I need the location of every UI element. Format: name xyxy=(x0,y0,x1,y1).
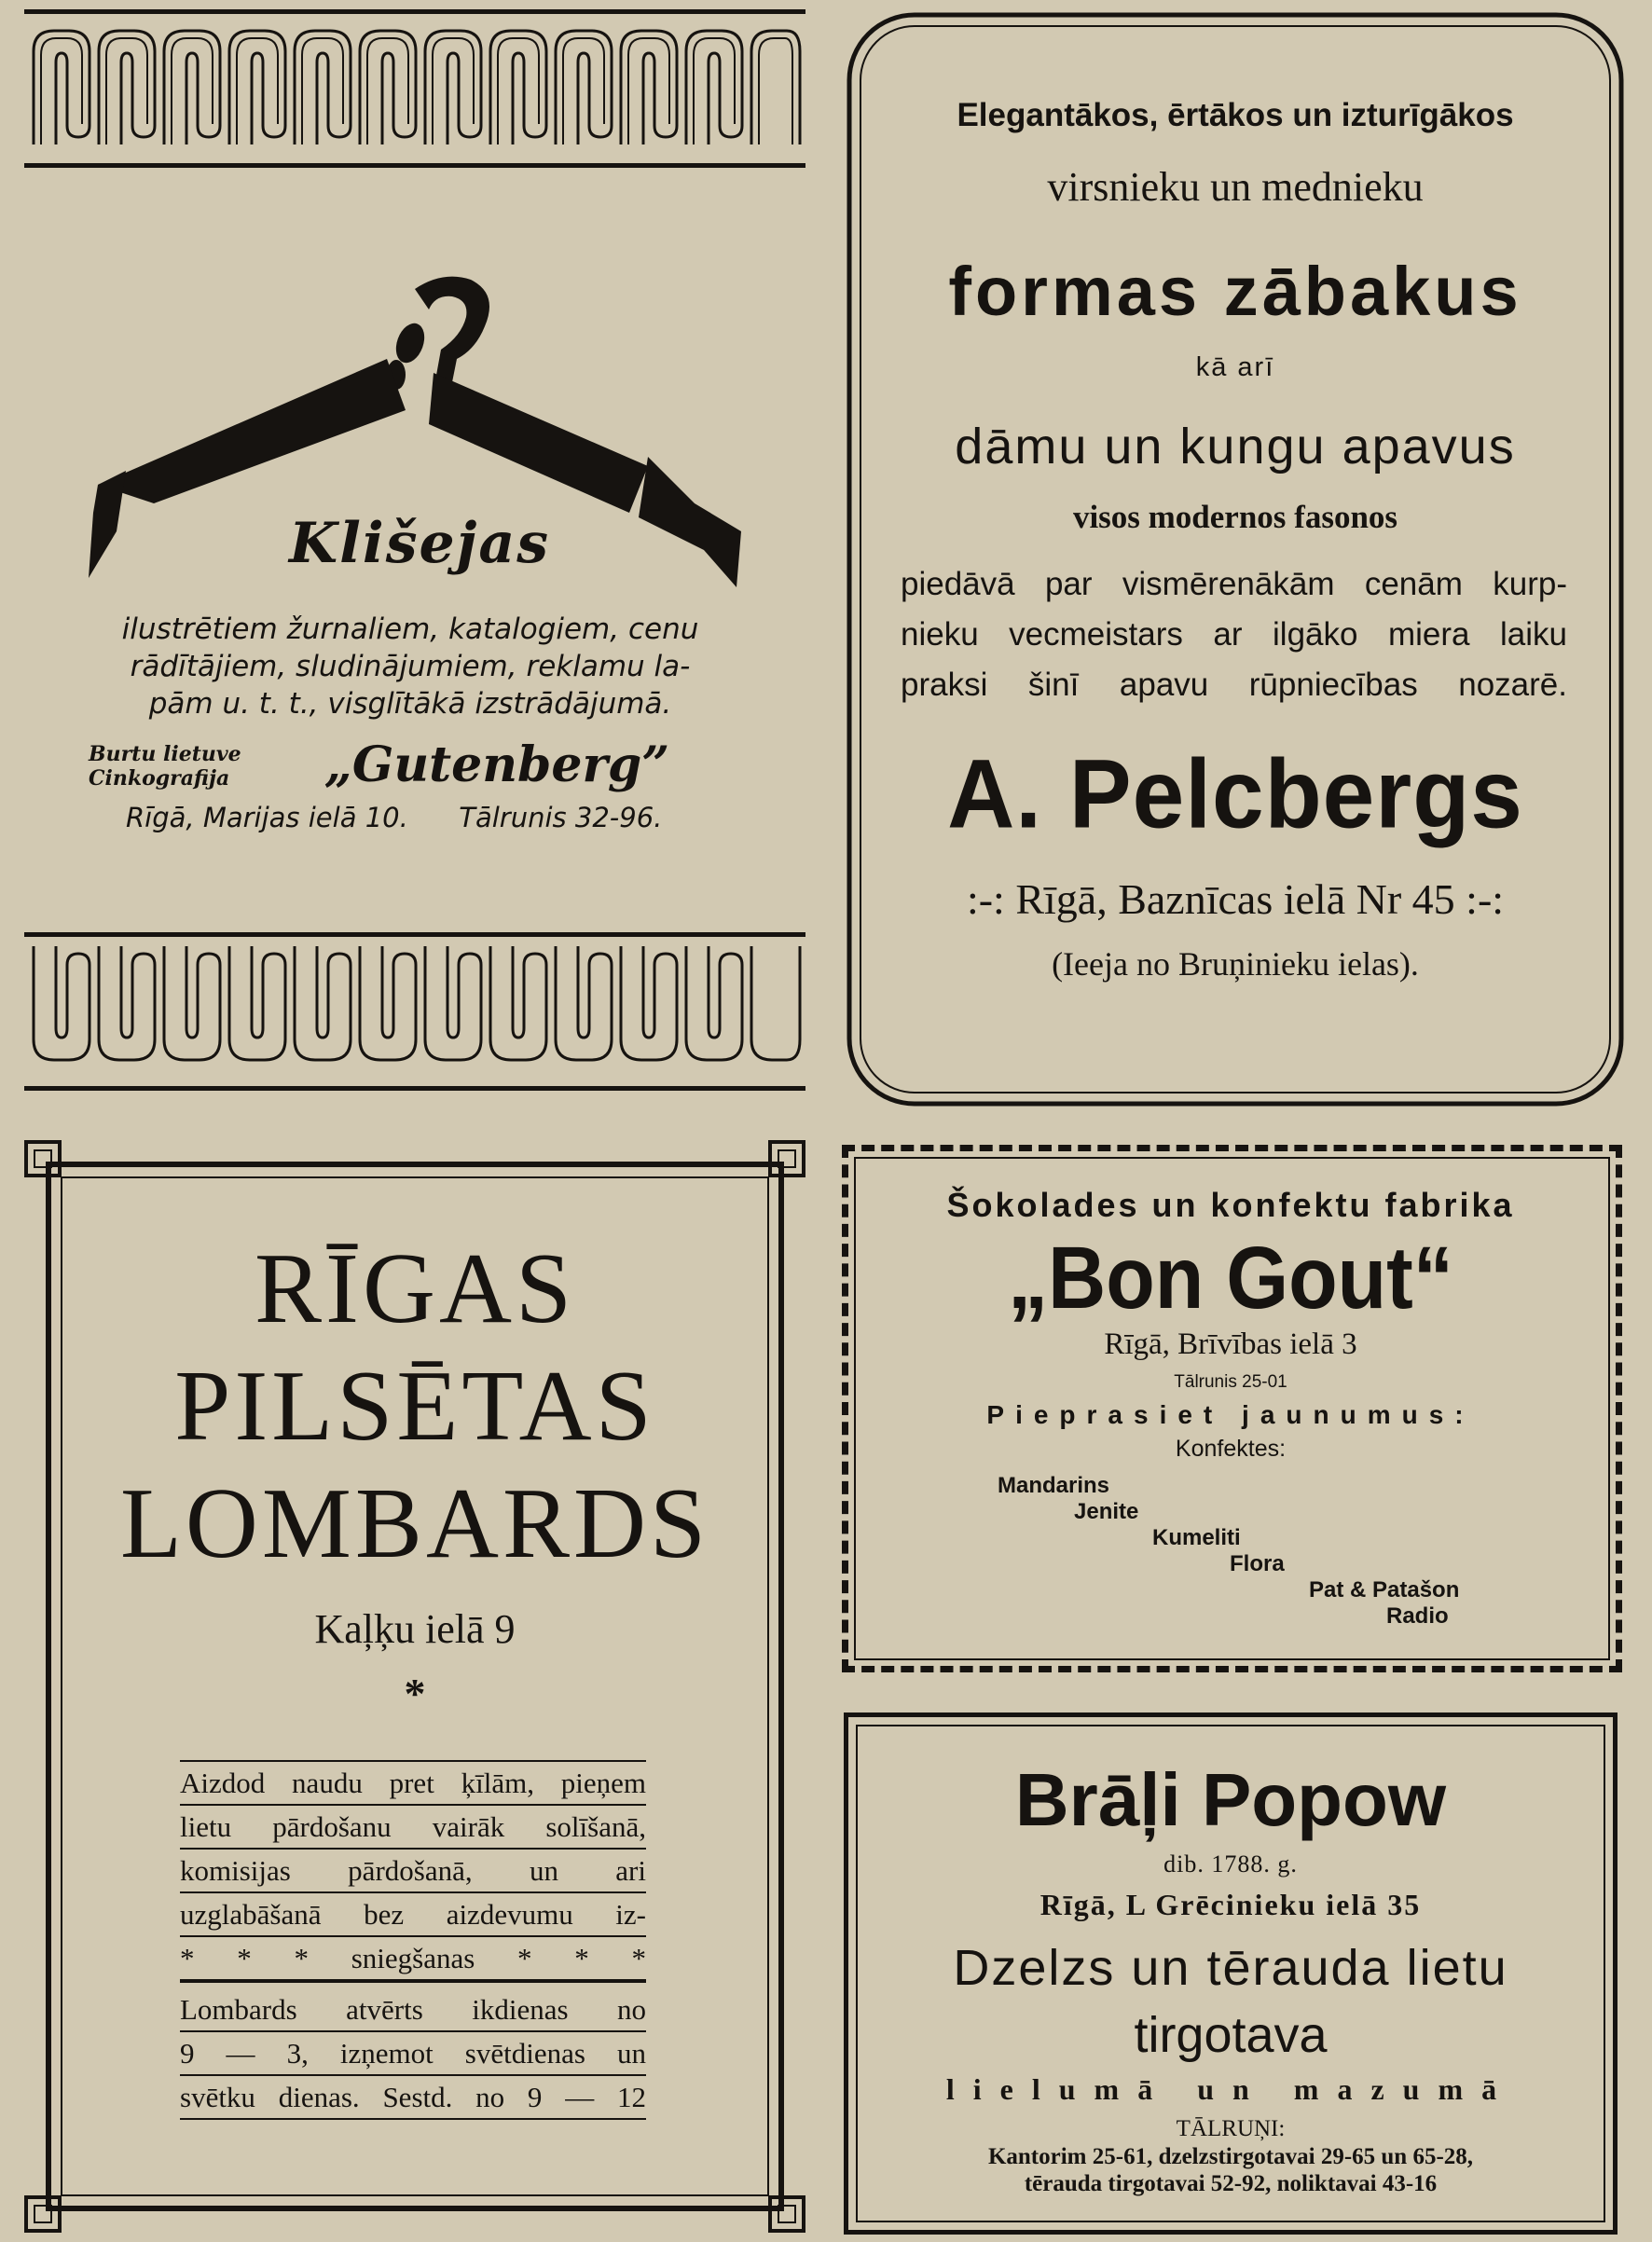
popow-trade: lielumā un mazumā xyxy=(945,2072,1516,2106)
popow-phones xyxy=(858,2143,1604,2197)
company-line-2: Cinkografija xyxy=(89,766,230,791)
lombards-title-line: RĪGAS xyxy=(254,1233,576,1344)
lombards-stars-line: * * * sniegšanas * * * xyxy=(180,1937,646,1983)
bongout-item: Jenite xyxy=(1074,1499,1139,1524)
pelcbergs-line4: dāmu un kungu apavus xyxy=(955,419,1516,475)
art-nouveau-ornament xyxy=(24,937,805,1077)
lombards-body-line: komisijas pārdošanā, un ari xyxy=(180,1850,646,1893)
pelcbergs-line3: kā arī xyxy=(1195,352,1275,382)
bongout-item: Kumeliti xyxy=(1152,1525,1241,1550)
klisejas-body-line: rādītājiem, sludinājumiem, reklamu la- xyxy=(130,650,691,683)
bongout-name: „Bon Gout“ xyxy=(1008,1229,1453,1327)
bongout-phone: Tālrunis 25-01 xyxy=(1174,1372,1287,1392)
popow-name: Brāļi Popow xyxy=(1014,1758,1447,1841)
bongout-item: Mandarins xyxy=(998,1473,1110,1498)
lombards-hours-line: Lombards atvērts ikdienas no xyxy=(180,1988,646,2032)
klisejas-address: Rīgā, Marijas ielā 10. xyxy=(126,802,408,833)
popow-address: Rīgā, L Grēcinieku ielā 35 xyxy=(1039,1888,1422,1921)
ornament-band-bottom xyxy=(24,932,805,1091)
pelcbergs-address: :-: Rīgā, Baznīcas ielā Nr 45 :-: xyxy=(966,875,1505,923)
klisejas-title: Klišejas xyxy=(288,511,551,576)
pelcbergs-body-line: nieku vecmeistars ar ilgāko miera laiku xyxy=(901,616,1567,653)
klisejas-phone: Tālrunis 32-96. xyxy=(459,802,663,833)
bongout-item: Flora xyxy=(1230,1551,1285,1576)
bongout-line1: Šokolades un konfektu fabrika xyxy=(946,1186,1515,1224)
lombards-hours-line: 9 — 3, izņemot svētdienas un xyxy=(180,2032,646,2076)
pelcbergs-body-line: praksi šinī apavu rūpniecības nozarē. xyxy=(901,667,1567,703)
bongout-konfektes: Konfektes: xyxy=(1175,1436,1287,1462)
klisejas-body-line: pām u. t. t., visglītākā izstrādājumā. xyxy=(148,687,672,721)
lombards-title-line: PILSĒTAS xyxy=(174,1351,655,1462)
popow-headline1: Dzelzs un tērauda lietu xyxy=(953,1940,1508,1996)
pelcbergs-body-line: piedāvā par vismērenākām cenām kurp- xyxy=(901,566,1567,602)
lombards-street: Kaļķu ielā 9 xyxy=(314,1606,516,1652)
popow-phones-line: Kantorim 25-61, dzelzstirgotavai 29-65 un 65-28, xyxy=(987,2144,1474,2169)
pelcbergs-name: A. Pelcbergs xyxy=(947,739,1523,849)
lombards-body xyxy=(180,1760,646,2120)
lombards-body-line: uzglabāšanā bez aizdevumu iz- xyxy=(180,1893,646,1937)
ornament-band-top xyxy=(24,9,805,168)
pelcbergs-entrance: (Ieeja no Bruņinieku ielas). xyxy=(1052,945,1419,983)
bongout-address: Rīgā, Brīvības ielā 3 xyxy=(1104,1327,1357,1361)
gutenberg-name: „Gutenberg” xyxy=(324,736,670,793)
bongout-ask: Pieprasiet jaunumus: xyxy=(986,1400,1475,1429)
pelcbergs-line2: virsnieku un mednieku xyxy=(1047,164,1424,210)
popow-phones-line: tērauda tirgotavai 52-92, noliktavai 43-16 xyxy=(1024,2171,1438,2196)
pelcbergs-headline: formas zābakus xyxy=(948,253,1522,330)
popow-phones-label: TĀLRUŅI: xyxy=(1176,2116,1286,2141)
pelcbergs-line1: Elegantākos, ērtākos un izturīgākos xyxy=(957,97,1514,133)
pelcbergs-line5: visos modernos fasonos xyxy=(1072,499,1398,535)
gutenberg-company-type xyxy=(89,742,241,791)
lombards-title-line: LOMBARDS xyxy=(119,1468,710,1579)
lombards-hours-line: svētku dienas. Sestd. no 9 — 12 xyxy=(180,2076,646,2120)
popow-headline2: tirgotava xyxy=(1134,2007,1328,2063)
bongout-item: Radio xyxy=(1386,1603,1449,1629)
pelcbergs-body xyxy=(901,559,1567,710)
lombards-title xyxy=(65,1231,764,1583)
lombards-body-line: lietu pārdošanu vairāk solīšanā, xyxy=(180,1806,646,1850)
lombards-body-line: Aizdod naudu pret ķīlām, pieņem xyxy=(180,1762,646,1806)
bongout-item: Pat & Patašon xyxy=(1309,1577,1460,1602)
popow-founded: dib. 1788. g. xyxy=(1163,1850,1298,1878)
klisejas-contact xyxy=(126,802,723,833)
klisejas-body xyxy=(75,611,746,722)
lombards-star: * xyxy=(404,1670,426,1717)
art-nouveau-ornament xyxy=(24,14,805,154)
klisejas-body-line: ilustrētiem žurnaliem, katalogiem, cenu xyxy=(121,612,699,646)
company-line-1: Burtu lietuve xyxy=(89,742,241,766)
